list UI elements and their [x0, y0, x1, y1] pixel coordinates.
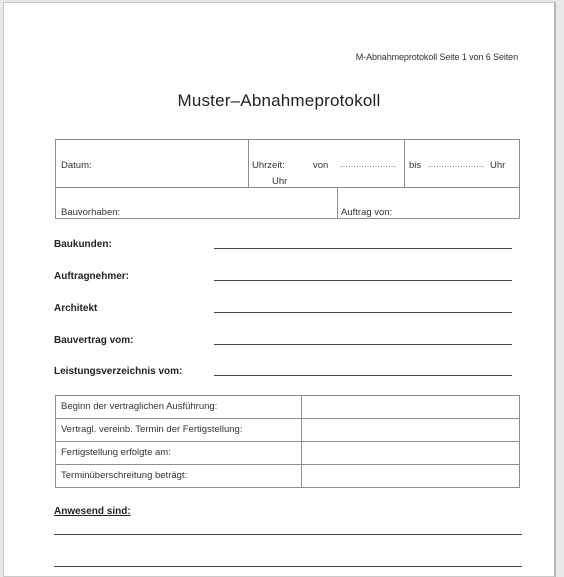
page-info: M-Abnahmeprotokoll Seite 1 von 6 Seiten — [355, 52, 518, 62]
uhrzeit-label: Uhrzeit: — [252, 160, 285, 171]
leistungsverzeichnis-label: Leistungsverzeichnis vom: — [54, 366, 183, 377]
architekt-label: Architekt — [54, 303, 98, 314]
auftrag-von-label: Auftrag von: — [341, 207, 393, 218]
table-row — [56, 396, 519, 419]
von-time-field[interactable]: ………………… — [340, 160, 396, 169]
baukunden-line[interactable] — [214, 248, 512, 249]
table-row — [56, 442, 519, 465]
architekt-line[interactable] — [214, 312, 512, 313]
present-heading: Anwesend sind: — [54, 506, 131, 517]
von-label: von — [313, 160, 329, 171]
schedule-table — [55, 395, 520, 488]
attendee-line-2[interactable] — [54, 566, 522, 567]
bauvertrag-line[interactable] — [214, 344, 512, 345]
baukunden-label: Baukunden: — [54, 239, 112, 250]
bis-time-field[interactable]: ………………… — [428, 160, 484, 169]
document-title: Muster–Abnahmeprotokoll — [177, 91, 381, 110]
table-cell-label: Beginn der vertraglichen Ausführung: — [56, 396, 302, 418]
table-cell-label: Fertigstellung erfolgte am: — [56, 442, 302, 464]
bauvorhaben-label: Bauvorhaben: — [61, 207, 121, 218]
bauvertrag-label: Bauvertrag vom: — [54, 335, 134, 346]
table-cell-label: Terminüberschreitung beträgt: — [56, 465, 302, 488]
leistungsverzeichnis-line[interactable] — [214, 375, 512, 376]
table-row — [56, 465, 519, 488]
date-project-table — [55, 139, 520, 219]
uhr-label-2: Uhr — [490, 160, 506, 171]
table-row — [56, 419, 519, 442]
uhr-label-1: Uhr — [272, 176, 288, 187]
datum-label: Datum: — [61, 160, 92, 171]
table-cell-label: Vertragl. vereinb. Termin der Fertigstellung: — [56, 419, 302, 441]
document-page — [3, 2, 556, 577]
auftragnehmer-line[interactable] — [214, 280, 512, 281]
bis-label: bis — [409, 160, 422, 171]
attendee-line-1[interactable] — [54, 534, 522, 535]
auftragnehmer-label: Auftragnehmer: — [54, 271, 130, 282]
